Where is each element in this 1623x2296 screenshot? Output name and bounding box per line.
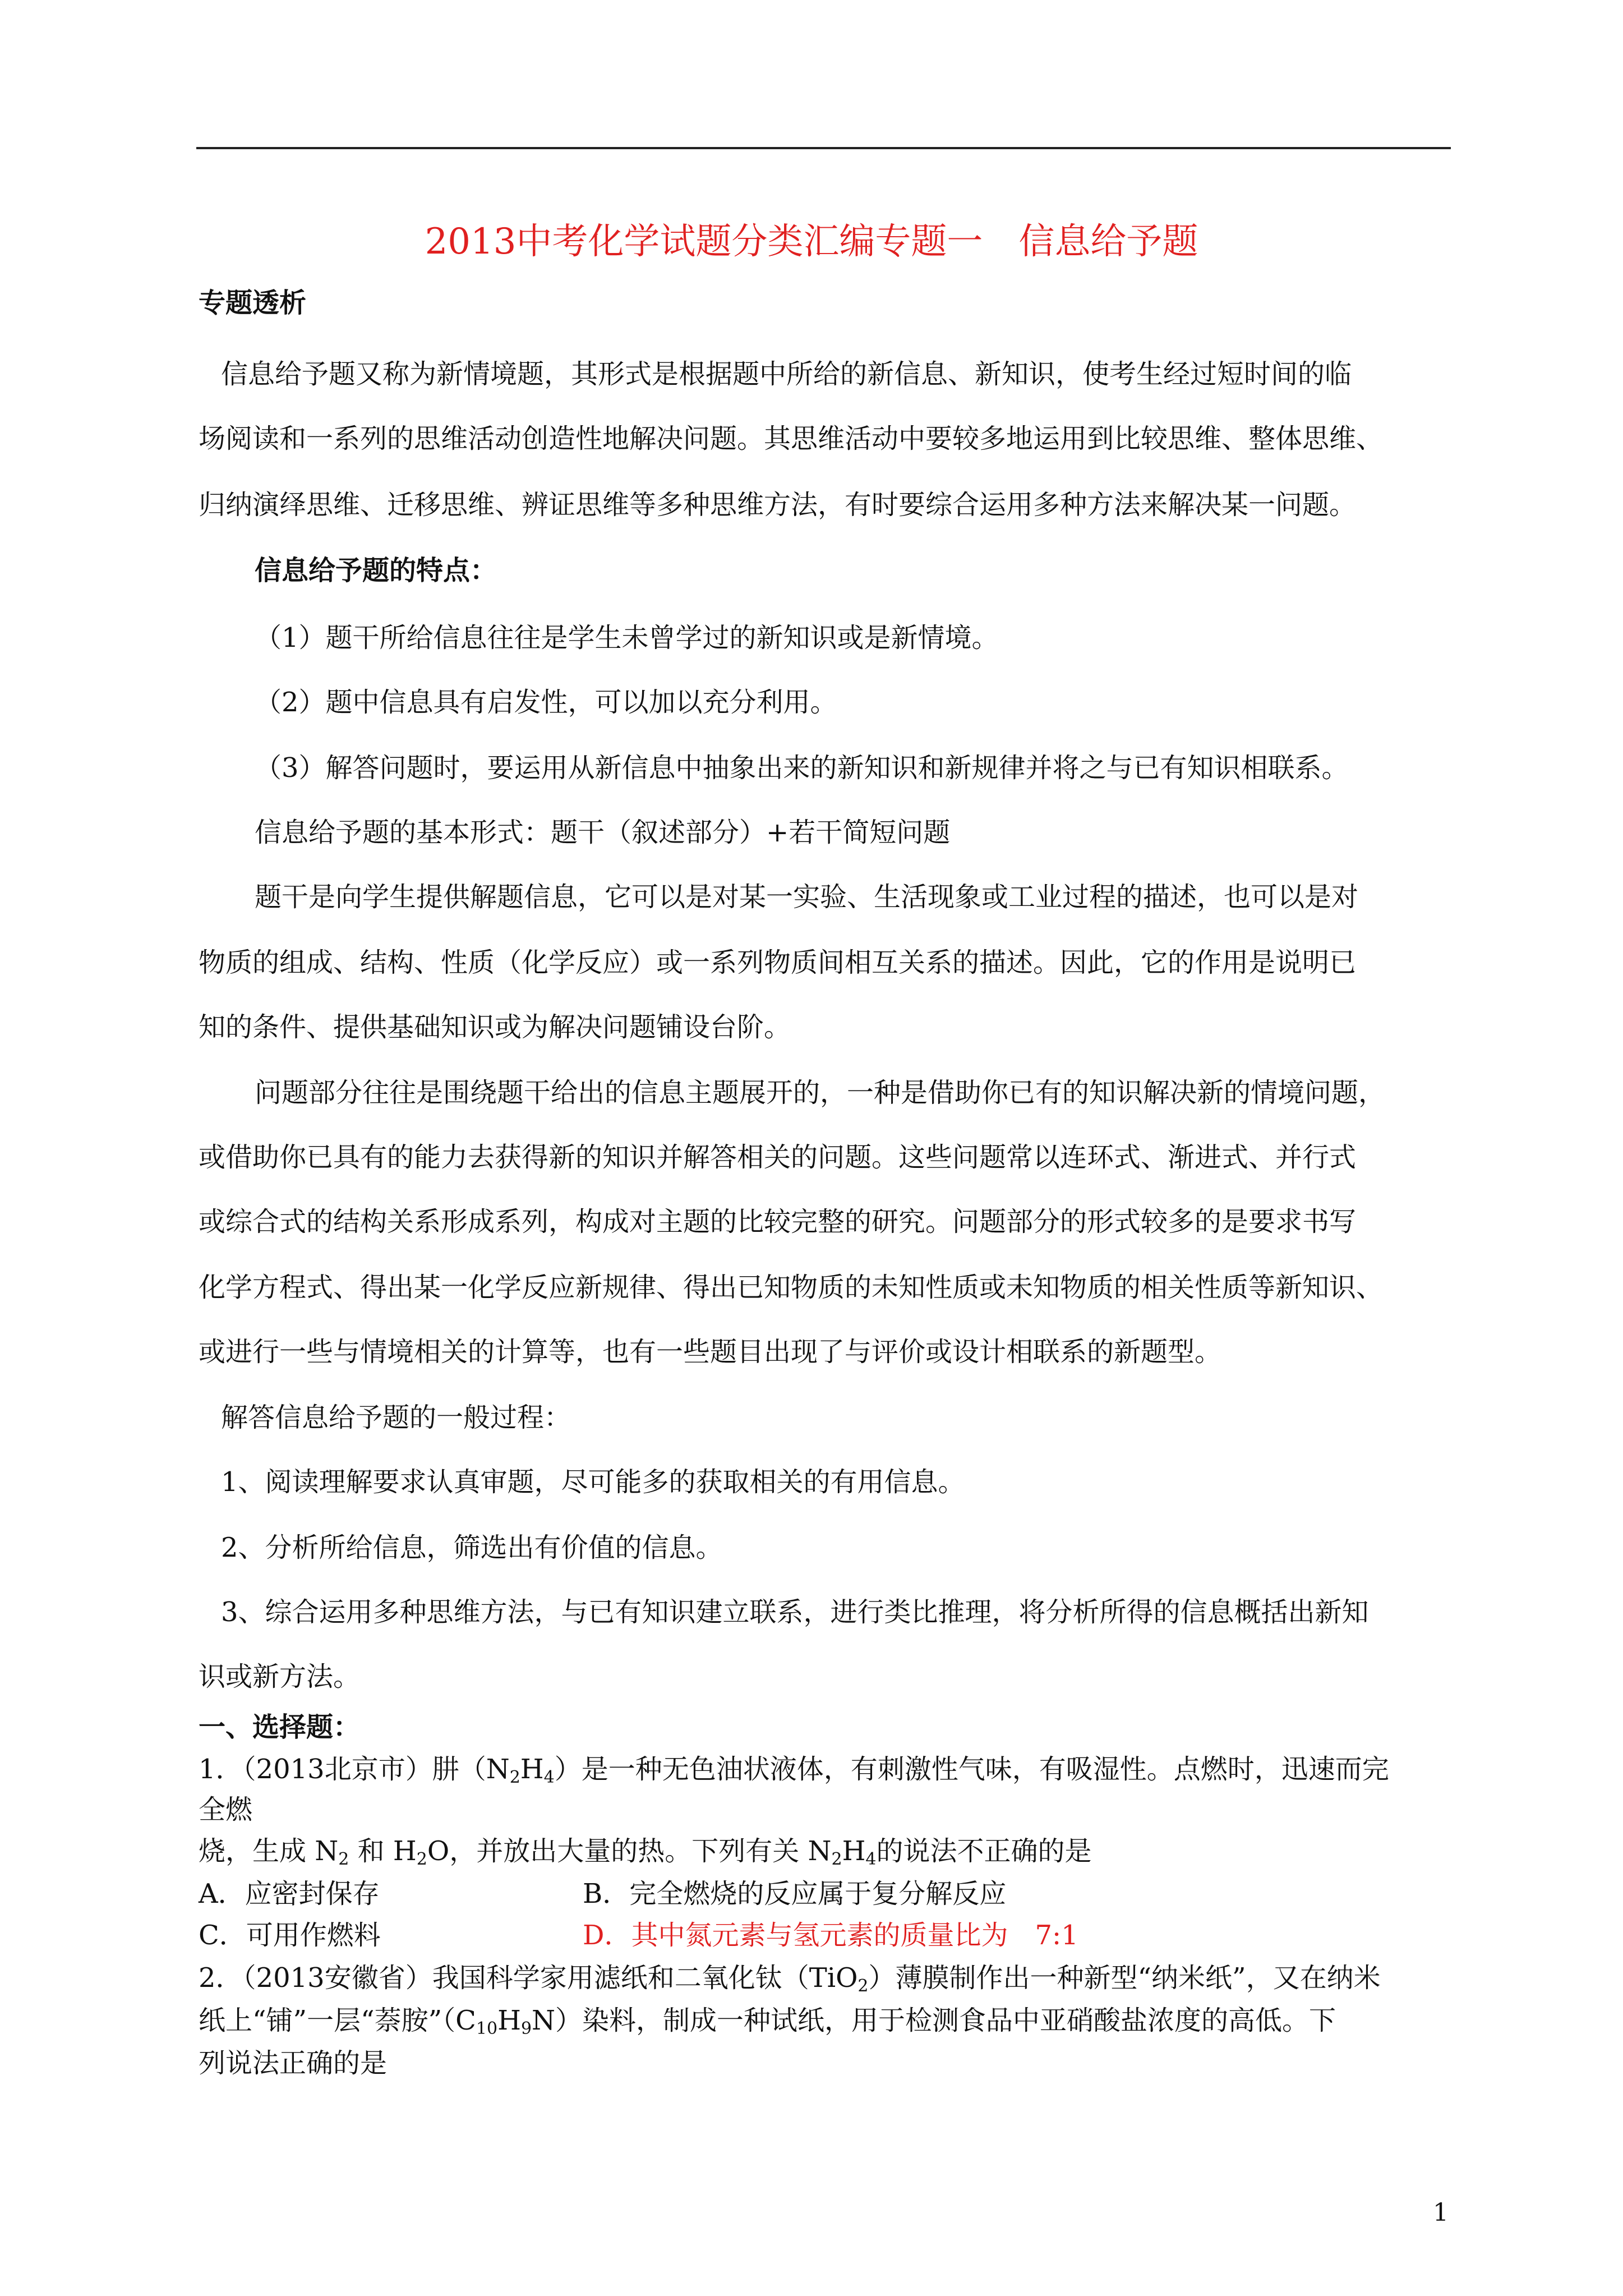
question-line-5: 或进行一些与情境相关的计算等，也有一些题目出现了与评价或设计相联系的新题型。 bbox=[199, 1336, 1222, 1368]
intro-line-2: 场阅读和一系列的思维活动创造性地解决问题。其思维活动中要较多地运用到比较思维、整体思维、 bbox=[199, 423, 1384, 454]
features-heading: 信息给予题的特点： bbox=[255, 555, 497, 586]
feature-1: （1）题干所给信息往往是学生未曾学过的新知识或是新情境。 bbox=[255, 622, 999, 654]
question-line-4: 化学方程式、得出某一化学反应新规律、得出已知物质的未知性质或未知物质的相关性质等新知识、 bbox=[199, 1272, 1384, 1303]
basic-form: 信息给予题的基本形式：题干（叙述部分）+若干简短问题 bbox=[255, 817, 951, 848]
process-heading: 解答信息给予题的一般过程： bbox=[221, 1402, 571, 1433]
step-1: 1、阅读理解要求认真审题，尽可能多的获取相关的有用信息。 bbox=[221, 1466, 965, 1498]
intro-line-3: 归纳演绎思维、迁移思维、辨证思维等多种思维方法，有时要综合运用多种方法来解决某一问题。 bbox=[199, 489, 1357, 521]
q1-option-a: A．应密封保存 bbox=[199, 1878, 380, 1910]
stem-line-1: 题干是向学生提供解题信息，它可以是对某一实验、生活现象或工业过程的描述，也可以是对 bbox=[255, 881, 1359, 913]
question-line-1: 问题部分往往是围绕题干给出的信息主题展开的，一种是借助你已有的知识解决新的情境问题， bbox=[255, 1077, 1386, 1108]
q1-line-2: 全燃 bbox=[199, 1794, 253, 1825]
q1-option-b: B．完全燃烧的反应属于复分解反应 bbox=[583, 1878, 1007, 1910]
page-title: 2013中考化学试题分类汇编专题一 信息给予题 bbox=[425, 221, 1198, 263]
q1-line-1: 1．（2013北京市）肼$(N_2H_4)$是一种无色油状液体，有刺激性气味，有吸湿性。点燃时，迅速而完 bbox=[199, 1754, 1389, 1787]
stem-line-2: 物质的组成、结构、性质（化学反应）或一系列物质间相互关系的描述。因此，它的作用是说明已 bbox=[199, 947, 1357, 978]
question-line-3: 或综合式的结构关系形成系列，构成对主题的比较完整的研究。问题部分的形式较多的是要求书写 bbox=[199, 1206, 1357, 1237]
header-rule bbox=[196, 147, 1451, 149]
q2-line-3: 列说法正确的是 bbox=[199, 2047, 388, 2079]
step-3: 3、综合运用多种思维方法，与已有知识建立联系，进行类比推理，将分析所得的信息概括出新知 bbox=[221, 1596, 1369, 1628]
feature-2: （2）题中信息具有启发性，可以加以充分利用。 bbox=[255, 687, 837, 718]
q2-line-2: 纸上“铺”一层“萘胺$”(C_{10}H_9N)$染料，制成一种试纸，用于检测食品中亚硝酸盐浓度的高低。下 bbox=[199, 2005, 1336, 2039]
intro-line-1: 信息给予题又称为新情境题，其形式是根据题中所给的新信息、新知识，使考生经过短时间的临 bbox=[221, 358, 1352, 390]
page-number: 1 bbox=[1433, 2198, 1449, 2227]
q1-line-3: 烧，生成 $N_2$ 和 $H_2O$，并放出大量的热。下列有关 $N_2H_4$的说法不正确的是 bbox=[199, 1835, 1092, 1869]
q1-option-c: C．可用作燃料 bbox=[199, 1920, 381, 1951]
part1-heading: 一、选择题： bbox=[199, 1711, 361, 1743]
question-line-2: 或借助你已具有的能力去获得新的知识并解答相关的问题。这些问题常以连环式、渐进式、并行式 bbox=[199, 1142, 1357, 1173]
stem-line-3: 知的条件、提供基础知识或为解决问题铺设台阶。 bbox=[199, 1011, 791, 1043]
feature-3: （3）解答问题时，要运用从新信息中抽象出来的新知识和新规律并将之与已有知识相联系。 bbox=[255, 752, 1349, 784]
step-2: 2、分析所给信息，筛选出有价值的信息。 bbox=[221, 1532, 723, 1563]
section-heading: 专题透析 bbox=[199, 287, 307, 319]
q1-option-d-answer: D．其中氮元素与氢元素的质量比为 7:1 bbox=[583, 1920, 1078, 1951]
q2-line-1: 2．（2013安徽省）我国科学家用滤纸和二氧化钛（TiO$_2$）薄膜制作出一种新型“纳米纸”，又在纳米 bbox=[199, 1962, 1381, 1996]
step-3-cont: 识或新方法。 bbox=[199, 1661, 361, 1692]
